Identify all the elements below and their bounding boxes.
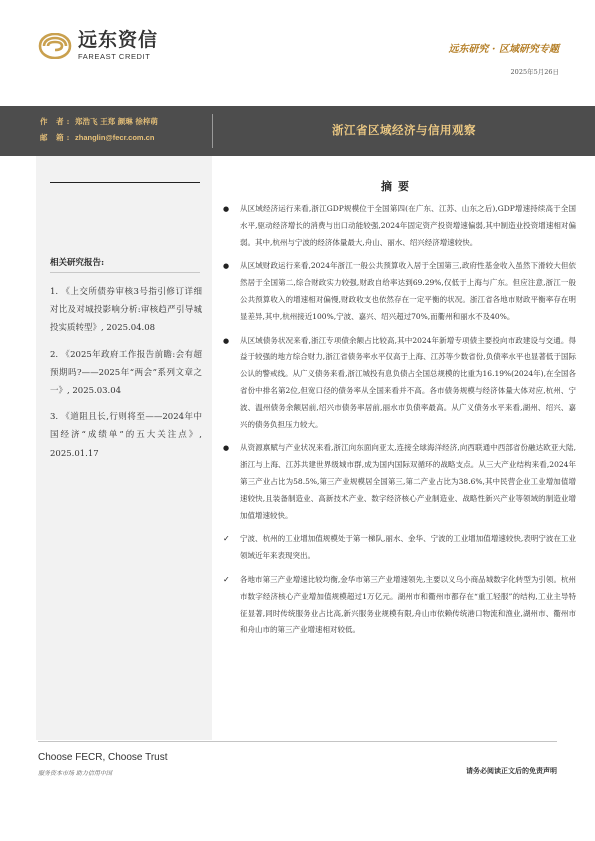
abstract-bullets <box>220 201 576 646</box>
logo-english-name: FAREAST CREDIT <box>78 52 151 61</box>
authors-row <box>40 116 158 127</box>
checkmark-icon: ✓ <box>223 574 230 584</box>
footer-disclaimer: 请务必阅读正文后的免责声明 <box>466 766 557 775</box>
document-category: 远东研究 · 区域研究专题 <box>448 44 559 55</box>
bullet-dot-icon: ● <box>223 336 230 345</box>
related-reports-rule <box>50 272 200 273</box>
abstract-bullet <box>220 440 576 524</box>
abstract-heading: 摘要 <box>381 180 415 193</box>
bullet-text: 从资源禀赋与产业状况来看,浙江向东面向亚太,连接全球海洋经济,向西联通中西部省份融达欧亚大陆,浙江与上海、江苏共建世界级城市群,成为国内国际双循环的战略支点。从三大产业结构来看,2024年第三产业占比为58.5%,第三产业规模居全国第三,第二产业占比为38.6%,其中民营企业工业增加值增速较快,且装备制造业、高新技术产业、数字经济核心产业制造业、战略性新兴产业等领域的制造业增加值增速较快。 <box>240 443 576 520</box>
company-logo <box>38 30 158 61</box>
abstract-sub-bullet <box>220 572 576 639</box>
related-reports-list <box>50 283 202 471</box>
abstract-bullet <box>220 201 576 251</box>
footer-tagline: 服务资本市场 助力信用中国 <box>38 770 112 777</box>
abstract-bullet <box>220 258 576 325</box>
footer-brand-slogan: Choose FECR, Choose Trust <box>38 752 168 763</box>
bullet-text: 从区域财政运行来看,2024年浙江一般公共预算收入居于全国第三,政府性基金收入虽然下滑较大但依然居于全国第二,综合财政实力较强,财政自给率达到69.29%,仅低于上海与广东。但应注意,浙江一般公共预算收入的增速相对偏慢,财政收支也依然存在一定平衡的状况。浙江省各地市财政平衡率存在明显差异,其中,杭州接近100%,宁波、嘉兴、绍兴超过70%,而衢州和丽水不及40%。 <box>240 261 576 321</box>
abstract-bullet <box>220 333 576 434</box>
publish-date: 2025年5月26日 <box>510 68 559 76</box>
logo-chinese-name: 远东资信 <box>78 29 159 51</box>
footer-rule <box>38 741 557 742</box>
related-reports-heading: 相关研究报告: <box>50 258 105 268</box>
fareast-logo-icon <box>38 33 72 59</box>
bullet-text: 从区域债务状况来看,浙江专项债余额占比较高,其中2024年新增专项债主要投向市政建设与交通。得益于较强的地方综合财力,浙江省债务率水平仅高于上海、江苏等少数省份,负债率水平也显著低于国际公认的警戒线。从广义债务来看,浙江城投有息负债占全国总规模的比重为16.19%(2024年),在全国各省份中排名第2位,但宽口径的债务率从全国来看并不高。各市债务规模与经济体量大体对应,杭州、宁波、温州债务余额居前,绍兴市债务率居前,丽水市负债率最高。从广义债务水平来看,湖州、绍兴、嘉兴的债务负担压力较大。 <box>240 335 576 429</box>
sidebar-top-rule <box>50 182 200 183</box>
bullet-dot-icon: ● <box>223 205 230 213</box>
bullet-text: 各地市第三产业增速比较均衡,金华市第三产业增速领先,主要以义乌小商品城数字化转型为引领。杭州市数字经济核心产业增加值规模超过1万亿元。湖州市和衢州市都存在“重工轻服”的结构,工业主导特征显著,同时传统服务业占比高,新兴服务业规模有限,舟山市依赖传统港口物流和渔业,湖州市、衢州市和舟山市的第三产业增速相对较低。 <box>240 574 576 635</box>
bullet-dot-icon: ● <box>223 262 230 271</box>
author-email[interactable]: zhanglin@fecr.com.cn <box>75 133 155 142</box>
bullet-text: 宁波、杭州的工业增加值规模处于第一梯队,丽水、金华、宁波的工业增加值增速较快,表明宁波在工业领域近年来表现突出。 <box>240 534 576 561</box>
bullet-text: 从区域经济运行来看,浙江GDP规模位于全国第四(在广东、江苏、山东之后),GDP增速持续高于全国水平,驱动经济增长的消费与出口动能较强,2024年固定资产投资增速偏弱,其中制造业投资增速相对偏弱。其中,杭州与宁波的经济体量最大,舟山、丽水、绍兴经济增速较快。 <box>240 204 576 247</box>
report-title: 浙江省区域经济与信用观察 <box>332 123 476 137</box>
abstract-sub-bullet <box>220 531 576 565</box>
email-row <box>40 132 154 143</box>
authors-label: 作 者: <box>40 117 73 126</box>
related-report-item[interactable]: 1. 《上交所债券审核3号指引修订详细对比及对城投影响分析:审核趋严引导城投实质转型》, 2025.04.08 <box>50 287 202 334</box>
author-names: 郑浩飞 王郑 颜琳 徐梓萌 <box>75 117 158 126</box>
email-label: 邮 箱: <box>40 133 73 142</box>
bullet-dot-icon: ● <box>223 444 230 453</box>
related-report-item[interactable]: 2. 《2025年政府工作报告前瞻:会有超预期吗?——2025年“两会”系列文章之一》, 2025.03.04 <box>50 349 202 397</box>
checkmark-icon: ✓ <box>223 534 230 544</box>
related-report-item[interactable]: 3. 《道阻且长,行则将至——2024年中国经济“成绩单”的五大关注点》, 2025.01.17 <box>50 412 202 459</box>
